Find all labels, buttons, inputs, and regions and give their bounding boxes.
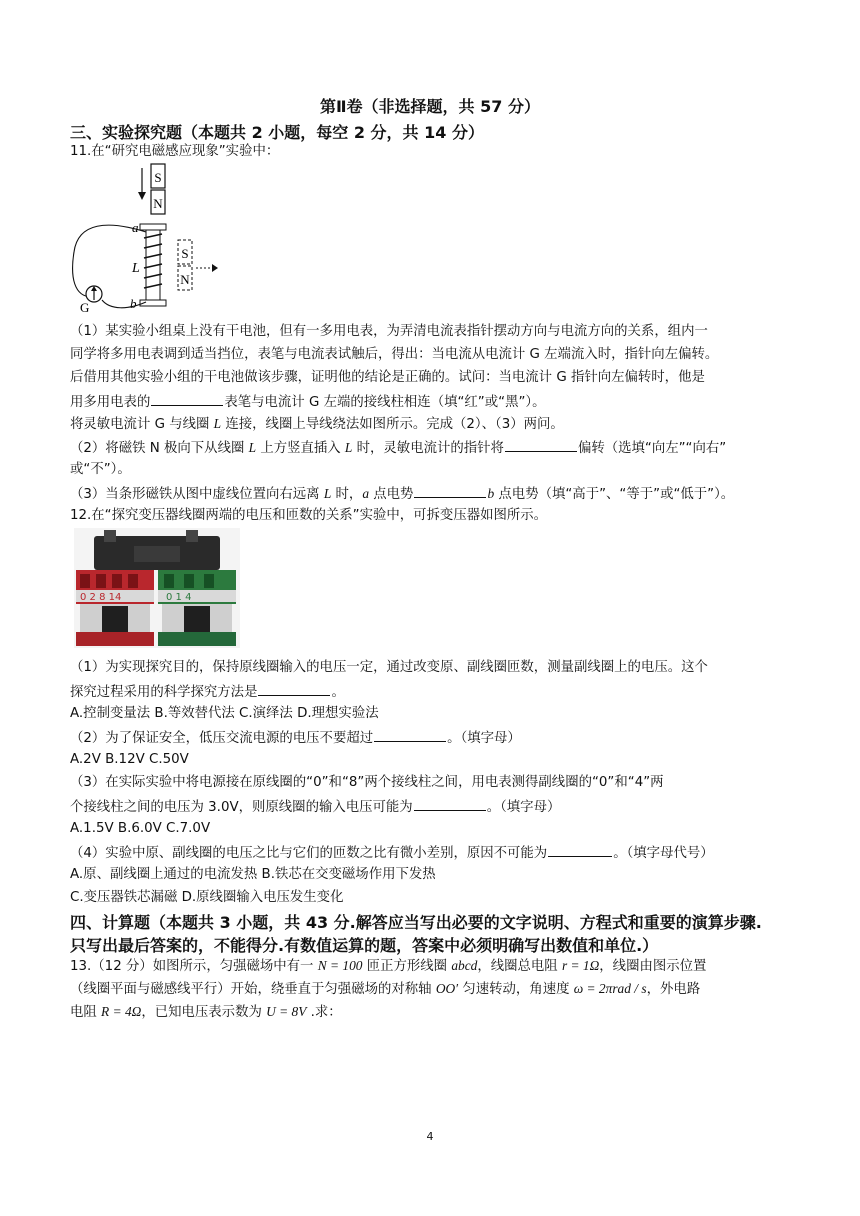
arrow-right-icon xyxy=(212,264,218,272)
q12-p3-line2: 个接线柱之间的电压为 3.0V，则原线圈的输入电压可能为 。（填字母） xyxy=(70,796,560,818)
section-3-heading: 三、实验探究题（本题共 2 小题，每空 2 分，共 14 分） xyxy=(70,123,484,142)
answer-blank[interactable] xyxy=(414,483,486,498)
answer-blank[interactable] xyxy=(505,437,577,452)
answer-blank[interactable] xyxy=(548,842,612,857)
page-number: 4 xyxy=(426,1130,434,1143)
magnet-side-s-label: S xyxy=(181,246,189,261)
q12-p4: （4）实验中原、副线圈的电压之比与它们的匝数之比有微小差别，原因不可能为 。（填字母代号） xyxy=(70,842,714,864)
magnet-top-s-label: S xyxy=(154,170,162,185)
galvanometer-label: G xyxy=(80,300,90,312)
q12-p2: （2）为了保证安全，低压交流电源的电压不要超过 。（填字母） xyxy=(70,727,521,749)
q11-coil-figure xyxy=(68,162,228,312)
q12-p1-line2: 探究过程采用的科学探究方法是 。 xyxy=(70,681,345,703)
answer-blank[interactable] xyxy=(374,727,446,742)
q13-line3: 电阻 R = 4Ω，已知电压表示数为 U = 8V .求： xyxy=(70,1004,342,1020)
q11-connection-note: 将灵敏电流计 G 与线圈 L 连接，线圈上导线绕法如图所示。完成（2）、（3）两问。 xyxy=(70,416,564,432)
part-title: 第Ⅱ卷（非选择题，共 57 分） xyxy=(320,97,540,116)
q13-line1: 13.（12 分）如图所示，匀强磁场中有一 N = 100 匝正方形线圈 abcd，线圈总电阻 r = 1Ω，线圈由图示位置 xyxy=(70,958,707,974)
terminal-b-label: b xyxy=(130,296,137,311)
section-4-heading-line2: 只写出最后答案的，不能得分.有数值运算的题，答案中必须明确写出数值和单位.） xyxy=(70,936,659,955)
q11-intro: 11.在“研究电磁感应现象”实验中： xyxy=(70,144,280,159)
terminal-a-label: a xyxy=(132,220,139,235)
magnet-side-n-label: N xyxy=(180,272,190,287)
answer-blank[interactable] xyxy=(151,391,223,406)
q12-p4-options-1: A.原、副线圈上通过的电流发热 B.铁芯在交变磁场作用下发热 xyxy=(70,867,436,882)
q11-p1-line2: 同学将多用电表调到适当挡位，表笔与电流表试触后，得出：当电流从电流计 G 左端流入时，指针向左偏转。 xyxy=(70,347,719,362)
magnet-top-n-label: N xyxy=(153,196,163,211)
q12-intro: 12.在“探究变压器线圈两端的电压和匝数的关系”实验中，可拆变压器如图所示。 xyxy=(70,508,548,523)
q11-p1-line4: 用多用电表的 表笔与电流计 G 左端的接线柱相连（填“红”或“黑”）。 xyxy=(70,391,545,413)
q12-p4-options-2: C.变压器铁芯漏磁 D.原线圈输入电压发生变化 xyxy=(70,890,344,905)
section-4-heading-line1: 四、计算题（本题共 3 小题，共 43 分.解答应当写出必要的文字说明、方程式和重要的演算步骤. xyxy=(70,913,762,932)
answer-blank[interactable] xyxy=(258,681,330,696)
q13-line2: （线圈平面与磁感线平行）开始，绕垂直于匀强磁场的对称轴 OO′ 匀速转动，角速度 ω = 2πrad / s，外电路 xyxy=(70,981,701,997)
coil-l-label: L xyxy=(132,261,140,276)
transformer-photo xyxy=(74,528,240,648)
q11-p3: （3）当条形磁铁从图中虚线位置向右远离 L 时，a 点电势 b 点电势（填“高于”、“等于”或“低于”）。 xyxy=(70,483,734,505)
q12-p1-line1: （1）为实现探究目的，保持原线圈输入的电压一定，通过改变原、副线圈匝数，测量副线圈上的电压。这个 xyxy=(70,660,708,675)
secondary-terminal-labels: 0 1 4 xyxy=(166,592,192,603)
q12-p2-options: A.2V B.12V C.50V xyxy=(70,752,189,767)
q12-p3-options: A.1.5V B.6.0V C.7.0V xyxy=(70,821,211,836)
answer-blank[interactable] xyxy=(414,796,486,811)
primary-terminal-labels: 0 2 8 14 xyxy=(80,592,122,603)
q11-p2-line1: （2）将磁铁 N 极向下从线圈 L 上方竖直插入 L 时，灵敏电流计的指针将 偏转（选填“向左”“向右” xyxy=(70,437,726,459)
q11-p2-line2: 或“不”）。 xyxy=(70,462,131,477)
q12-p1-options: A.控制变量法 B.等效替代法 C.演绎法 D.理想实验法 xyxy=(70,706,379,721)
q12-p3-line1: （3）在实际实验中将电源接在原线圈的“0”和“8”两个接线柱之间，用电表测得副线圈的“0”和“4”两 xyxy=(70,775,664,790)
q11-p1-line1: （1）某实验小组桌上没有干电池，但有一多用电表，为弄清电流表指针摆动方向与电流方向的关系，组内一 xyxy=(70,324,708,339)
q11-p1-line3: 后借用其他实验小组的干电池做该步骤，证明他的结论是正确的。试问：当电流计 G 指针向左偏转时，他是 xyxy=(70,370,705,385)
